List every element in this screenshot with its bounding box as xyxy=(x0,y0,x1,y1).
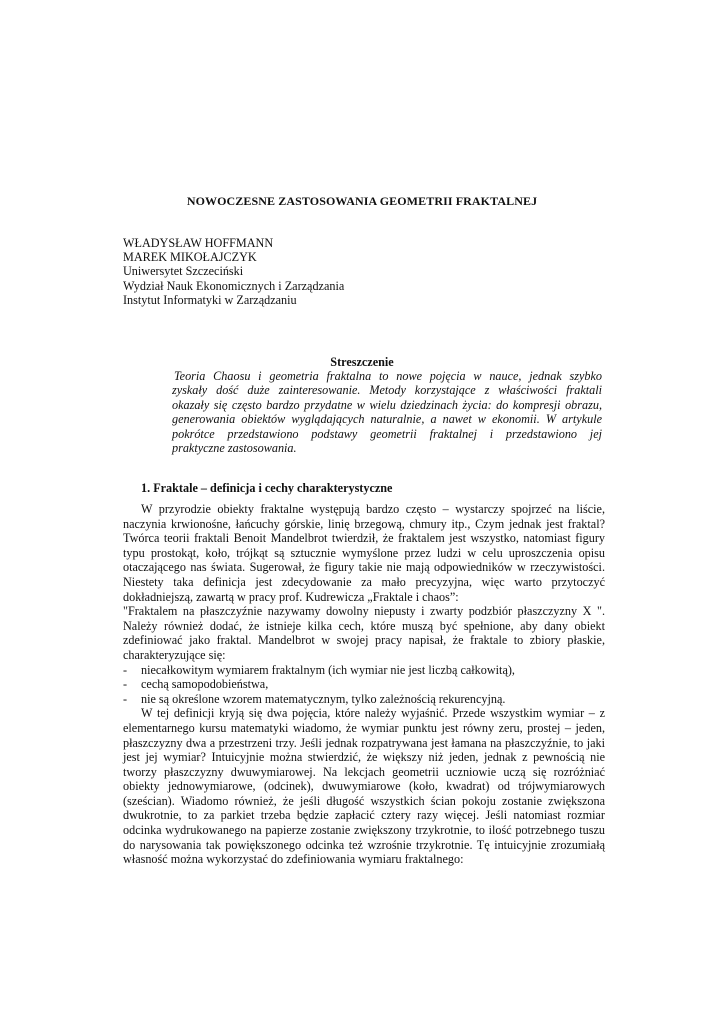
body-line: Należy również dodać, że istnieje kilka cech, które muszą być spełnione, aby dany obiekt xyxy=(123,618,605,633)
body-line: otaczającego nas świata. Sugerował, że figury takie nie mają odpowiedników w rzeczywistości. xyxy=(123,560,605,575)
abstract-line: praktyczne zastosowania. xyxy=(172,441,297,456)
body-line: własność można wykorzystać do zdefiniowania wymiaru fraktalnego: xyxy=(123,852,464,867)
affiliation-university: Uniwersytet Szczeciński xyxy=(123,264,244,279)
bullet-dash: - xyxy=(123,677,128,692)
body-line: płaszczyzny dwa a przestrzeni trzy. Jeśli jednak rozpatrywana jest łamana na płaszczyźnie, to jaki xyxy=(123,735,605,750)
body-line: (sześcian). Wiadomo również, że jeśli długość wszystkich ścian pokoju zostanie zwiększona xyxy=(123,793,605,808)
body-line: typu prostokąt, koło, trójkąt są sztucznie wymyślone przez ludzi w celu uproszczenia opisu xyxy=(123,545,605,560)
author-block xyxy=(123,236,344,307)
abstract-line: pokrótce przedstawiono podstawy geometrii fraktalnej i przedstawiono jej xyxy=(172,426,602,441)
body-line: dokładniejszą, zawartą w pracy prof. Kudrewicza „Fraktale i chaos”: xyxy=(123,589,459,604)
bullet-dash: - xyxy=(123,691,128,706)
bullet-text: nie są określone wzorem matematycznym, tylko zależnością rekurencyjną. xyxy=(141,691,506,706)
bullet-text: niecałkowitym wymiarem fraktalnym (ich wymiar nie jest liczbą całkowitą), xyxy=(141,662,515,677)
body-line: Niestety taka definicja jest zdecydowanie za mało precyzyjna, więc warto przytoczyć xyxy=(123,574,605,589)
body-line: "Fraktalem na płaszczyźnie nazywamy dowolny niepusty i zwarty podzbiór płaszczyzny X ". xyxy=(123,604,605,619)
body-line: Twórca teorii fraktali Benoit Mandelbrot twierdził, że fraktalem jest wszystko, natomiast figury xyxy=(123,531,605,546)
bullet-item xyxy=(123,677,605,692)
body-line: dwukrotnie, to za parkiet trzeba będzie zapłacić cztery razy więcej. Jeśli natomiast rozmiar xyxy=(123,808,605,823)
body-line: zdefiniować jako fraktal. Mandelbrot w swojej pracy napisał, że fraktale to zbiory płaskie, xyxy=(123,633,605,648)
paper-title: NOWOCZESNE ZASTOSOWANIA GEOMETRII FRAKTALNEJ xyxy=(186,194,538,208)
abstract-line: generowania obiektów wyglądających naturalnie, a nawet w ekonomii. W artykule xyxy=(172,412,602,427)
abstract-text xyxy=(172,369,602,455)
author-name: MAREK MIKOŁAJCZYK xyxy=(123,250,257,265)
body-line: W przyrodzie obiekty fraktalne występują bardzo często – wystarczy spojrzeć na liście, xyxy=(141,502,605,516)
body-line: W tej definicji kryją się dwa pojęcia, które należy wyjaśnić. Przede wszystkim wymiar – z xyxy=(141,706,605,721)
section-heading: 1. Fraktale – definicja i cechy charakterystyczne xyxy=(141,481,393,495)
body-line: jest jej wymiar? Intuicyjnie można stwierdzić, że większy niż jeden, jednak z pewnością nie xyxy=(123,750,605,765)
body-line: naczynia krwionośne, łańcuchy górskie, linię brzegową, chmury itp., Czym jednak jest fraktal? xyxy=(123,516,605,531)
author-name: WŁADYSŁAW HOFFMANN xyxy=(123,236,274,250)
section-body xyxy=(123,502,605,867)
bullet-item xyxy=(123,663,605,678)
body-line: obiekty jednowymiarowe, (odcinek), dwuwymiarowe (koło, kwadrat) od trójwymiarowych xyxy=(123,779,605,794)
bullet-item xyxy=(123,692,605,707)
abstract-line: zyskały dość duże zainteresowanie. Metody korzystające z właściwości fraktali xyxy=(172,383,602,398)
body-line: do narysowania tak powiększonego odcinka też wzrośnie trzykrotnie. Tę intuicyjnie zrozumiałą xyxy=(123,837,605,852)
affiliation-faculty: Wydział Nauk Ekonomicznych i Zarządzania xyxy=(123,278,345,293)
abstract-line: Teoria Chaosu i geometria fraktalna to nowe pojęcia w nauce, jednak szybko xyxy=(174,369,602,383)
bullet-dash: - xyxy=(123,662,128,677)
body-line: elementarnego kursu matematyki wiadomo, że wymiar punktu jest równy zeru, prostej – jeden, xyxy=(123,720,605,735)
affiliation-institute: Instytut Informatyki w Zarządzaniu xyxy=(123,292,297,307)
body-line: tworzy płaszczyzny dwuwymiarowej. Na lekcjach geometrii uczniowie uczą się rozróżniać xyxy=(123,764,605,779)
body-line: odcinka wydrukowanego na papierze zostanie zwiększony trzykrotnie, to ilość potrzebnego tuszu xyxy=(123,823,605,838)
abstract-line: okazały się często bardzo przydatne w wielu dziedzinach życia: do kompresji obrazu, xyxy=(172,397,602,412)
body-line: charakteryzujące się: xyxy=(123,647,226,662)
abstract-heading: Streszczenie xyxy=(330,355,394,369)
bullet-text: cechą samopodobieństwa, xyxy=(141,677,269,692)
